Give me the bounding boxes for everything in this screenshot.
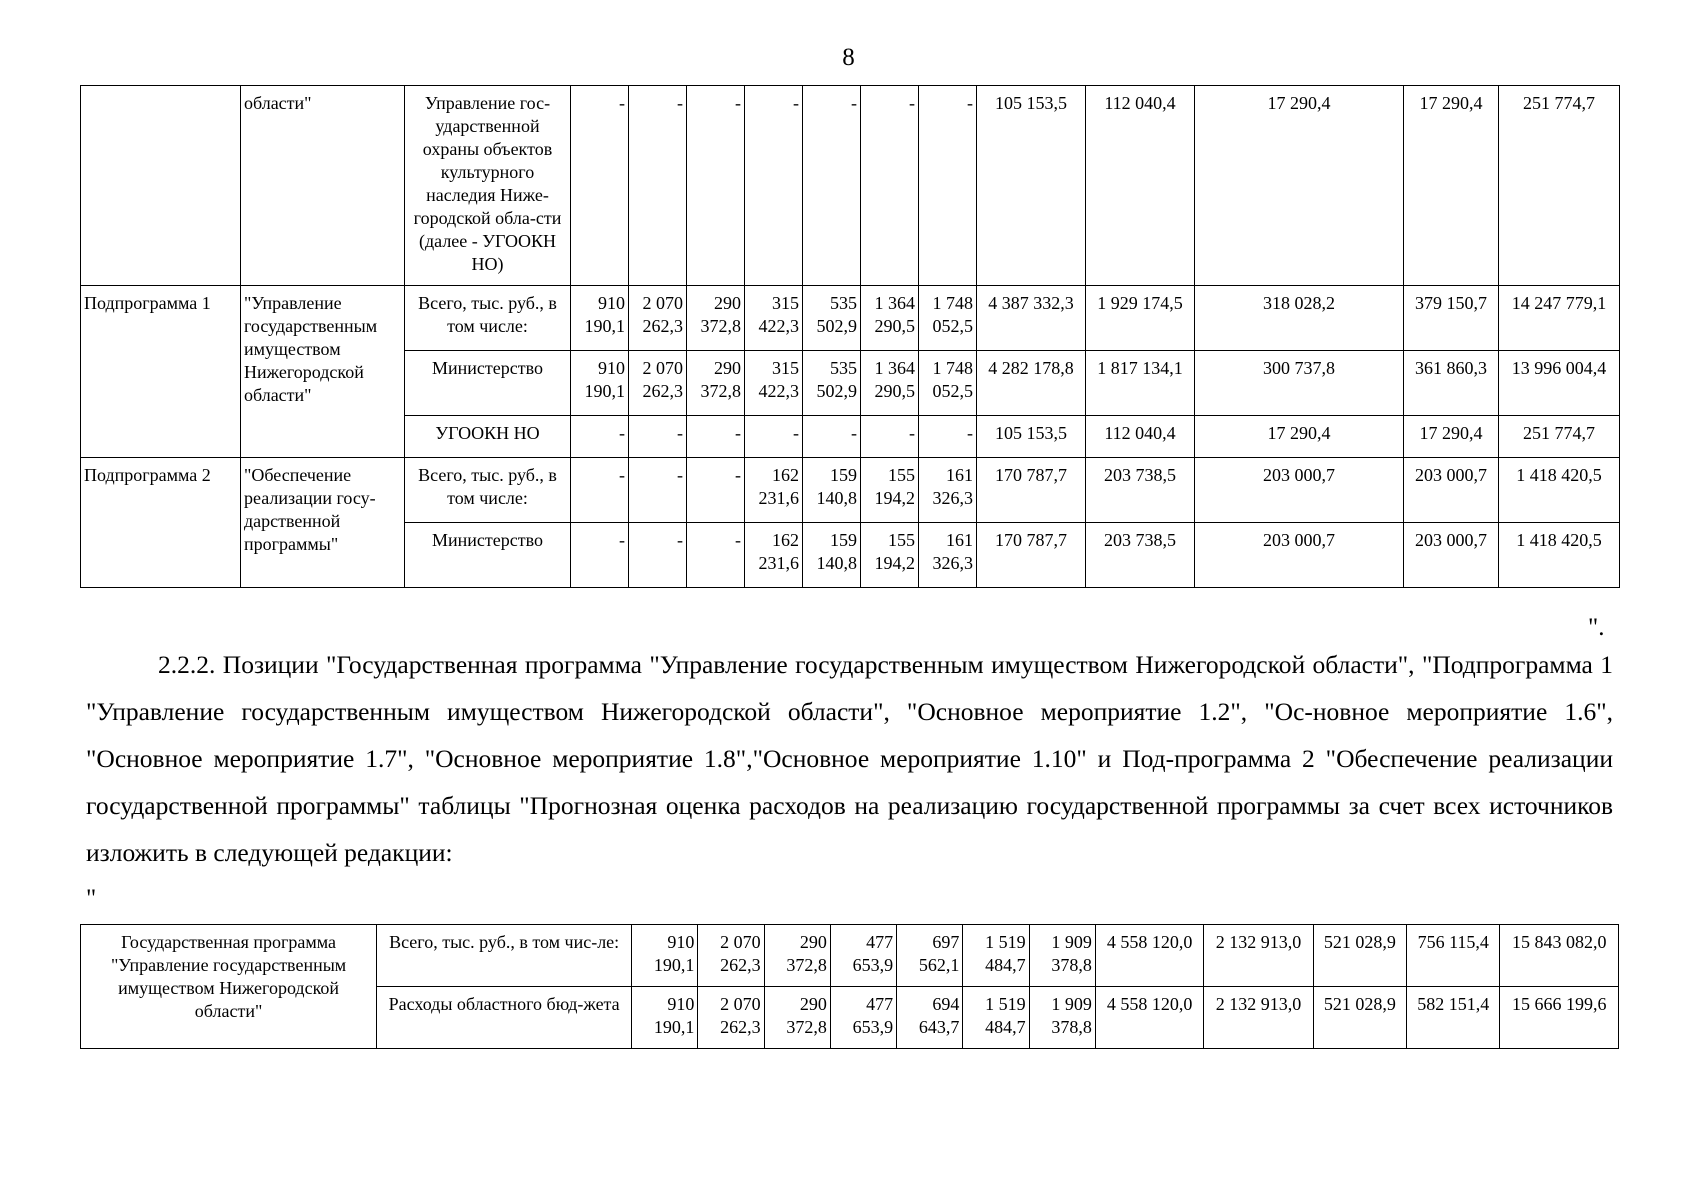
amount-cell: 535 502,9 [803, 286, 861, 351]
amount-cell: 170 787,7 [977, 458, 1086, 523]
executor-cell: УГООКН НО [405, 416, 571, 458]
executor-cell: Всего, тыс. руб., в том числе: [405, 458, 571, 523]
amount-cell: 15 843 082,0 [1500, 925, 1619, 987]
amount-cell: 1 909 378,8 [1029, 925, 1095, 987]
table-row [81, 458, 1620, 523]
amount-cell: 4 558 120,0 [1095, 925, 1203, 987]
funding-table-continued [80, 85, 1620, 588]
closing-quote: ". [1588, 614, 1605, 641]
program-name-cell: "Обеспечение реализации госу-дарственной программы" [241, 458, 405, 588]
amount-cell: 1 519 484,7 [963, 987, 1029, 1049]
amount-cell: 1 748 052,5 [919, 351, 977, 416]
table2-body [81, 925, 1619, 1049]
amount-cell: - [861, 416, 919, 458]
amount-cell: 1 817 134,1 [1086, 351, 1195, 416]
amount-cell: 162 231,6 [745, 523, 803, 588]
amount-cell: 170 787,7 [977, 523, 1086, 588]
amount-cell: 477 653,9 [830, 925, 896, 987]
amount-cell: 203 000,7 [1195, 523, 1404, 588]
amount-cell: 1 929 174,5 [1086, 286, 1195, 351]
amount-cell: 162 231,6 [745, 458, 803, 523]
amount-cell: - [803, 86, 861, 286]
program-name-cell: области" [241, 86, 405, 286]
amount-cell: 13 996 004,4 [1499, 351, 1620, 416]
amount-cell: 2 070 262,3 [629, 351, 687, 416]
amount-cell: 17 290,4 [1404, 86, 1499, 286]
amount-cell: 203 000,7 [1404, 523, 1499, 588]
table-row [81, 286, 1620, 351]
amount-cell: 112 040,4 [1086, 416, 1195, 458]
amount-cell: - [687, 458, 745, 523]
amount-cell: 1 418 420,5 [1499, 458, 1620, 523]
amount-cell: 318 028,2 [1195, 286, 1404, 351]
amount-cell: 2 132 913,0 [1204, 925, 1313, 987]
amount-cell: 2 070 262,3 [698, 987, 764, 1049]
amount-cell: 2 132 913,0 [1204, 987, 1313, 1049]
amount-cell: - [919, 86, 977, 286]
amount-cell: - [629, 458, 687, 523]
page-number: 8 [842, 44, 855, 71]
amount-cell: 910 190,1 [632, 987, 698, 1049]
amount-cell: 17 290,4 [1195, 86, 1404, 286]
amount-cell: 582 151,4 [1407, 987, 1500, 1049]
amount-cell: 112 040,4 [1086, 86, 1195, 286]
amount-cell: 697 562,1 [897, 925, 963, 987]
program-funding-table [80, 924, 1619, 1049]
amount-cell: 315 422,3 [745, 286, 803, 351]
amount-cell: 521 028,9 [1313, 987, 1406, 1049]
amount-cell: 4 282 178,8 [977, 351, 1086, 416]
amount-cell: - [803, 416, 861, 458]
program-code-cell: Подпрограмма 1 [81, 286, 241, 458]
amount-cell: 14 247 779,1 [1499, 286, 1620, 351]
amount-cell: 105 153,5 [977, 86, 1086, 286]
amount-cell: - [745, 86, 803, 286]
amount-cell: 105 153,5 [977, 416, 1086, 458]
source-label-cell: Расходы областного бюд-жета [377, 987, 632, 1049]
amount-cell: 694 643,7 [897, 987, 963, 1049]
amount-cell: - [919, 416, 977, 458]
program-code-cell [81, 86, 241, 286]
program-name-cell: Государственная программа "Управление государственным имуществом Нижегородской области" [81, 925, 377, 1049]
amount-cell: 203 000,7 [1404, 458, 1499, 523]
amount-cell: - [571, 458, 629, 523]
amount-cell: 203 000,7 [1195, 458, 1404, 523]
amount-cell: 315 422,3 [745, 351, 803, 416]
amount-cell: 159 140,8 [803, 523, 861, 588]
amount-cell: 756 115,4 [1407, 925, 1500, 987]
amount-cell: 1 364 290,5 [861, 351, 919, 416]
amount-cell: - [571, 416, 629, 458]
amount-cell: 15 666 199,6 [1500, 987, 1619, 1049]
program-code-cell: Подпрограмма 2 [81, 458, 241, 588]
executor-cell: Управление гос-ударственной охраны объектов культурного наследия Ниже-городской обла-сти (далее - УГООКН НО) [405, 86, 571, 286]
amount-cell: 155 194,2 [861, 458, 919, 523]
amount-cell: 1 748 052,5 [919, 286, 977, 351]
amount-cell: 161 326,3 [919, 523, 977, 588]
executor-cell: Министерство [405, 523, 571, 588]
amount-cell: 910 190,1 [571, 351, 629, 416]
amount-cell: 361 860,3 [1404, 351, 1499, 416]
instruction-paragraph: 2.2.2. Позиции "Государственная программа "Управление государственным имуществом Нижегородской области", "Подпрограмма 1 "Управление государственным имуществом Нижегородской области", "Основное мероприятие 1.2", "Ос-новное мероприятие 1.6", "Основное мероприятие 1.7", "Основное мероприятие 1.8","Основное мероприятие 1.10" и Под-программа 2 "Обеспечение реализации государственной программы" таблицы "Прогнозная оценка расходов на реализацию государственной программы за счет всех источников изложить в следующей редакции: [86, 650, 1613, 867]
amount-cell: 17 290,4 [1404, 416, 1499, 458]
amount-cell: 290 372,8 [764, 925, 830, 987]
table-row [81, 86, 1620, 286]
amount-cell: 290 372,8 [687, 286, 745, 351]
amount-cell: 17 290,4 [1195, 416, 1404, 458]
table1-body [81, 86, 1620, 588]
amount-cell: - [629, 86, 687, 286]
amount-cell: 251 774,7 [1499, 416, 1620, 458]
amount-cell: - [571, 86, 629, 286]
amount-cell: 910 190,1 [632, 925, 698, 987]
amount-cell: 159 140,8 [803, 458, 861, 523]
amount-cell: 379 150,7 [1404, 286, 1499, 351]
amount-cell: 521 028,9 [1313, 925, 1406, 987]
amount-cell: 290 372,8 [764, 987, 830, 1049]
amount-cell: 4 387 332,3 [977, 286, 1086, 351]
amount-cell: 1 418 420,5 [1499, 523, 1620, 588]
amount-cell: - [687, 523, 745, 588]
amount-cell: 4 558 120,0 [1095, 987, 1203, 1049]
amount-cell: 203 738,5 [1086, 523, 1195, 588]
amount-cell: 203 738,5 [1086, 458, 1195, 523]
amount-cell: 290 372,8 [687, 351, 745, 416]
amount-cell: 910 190,1 [571, 286, 629, 351]
executor-cell: Министерство [405, 351, 571, 416]
amount-cell: - [571, 523, 629, 588]
amount-cell: 2 070 262,3 [629, 286, 687, 351]
amount-cell: 1 909 378,8 [1029, 987, 1095, 1049]
amount-cell: 477 653,9 [830, 987, 896, 1049]
amount-cell: 1 364 290,5 [861, 286, 919, 351]
opening-quote: " [86, 885, 97, 912]
amount-cell: - [687, 86, 745, 286]
program-name-cell: "Управление государственным имуществом Нижегородской области" [241, 286, 405, 458]
amount-cell: 1 519 484,7 [963, 925, 1029, 987]
source-label-cell: Всего, тыс. руб., в том чис-ле: [377, 925, 632, 987]
amount-cell: - [629, 416, 687, 458]
amount-cell: 2 070 262,3 [698, 925, 764, 987]
amount-cell: - [745, 416, 803, 458]
amount-cell: - [861, 86, 919, 286]
amount-cell: 161 326,3 [919, 458, 977, 523]
amount-cell: 155 194,2 [861, 523, 919, 588]
amount-cell: - [687, 416, 745, 458]
executor-cell: Всего, тыс. руб., в том числе: [405, 286, 571, 351]
amount-cell: 251 774,7 [1499, 86, 1620, 286]
table-row [81, 925, 1619, 987]
amount-cell: 535 502,9 [803, 351, 861, 416]
amount-cell: - [629, 523, 687, 588]
amount-cell: 300 737,8 [1195, 351, 1404, 416]
